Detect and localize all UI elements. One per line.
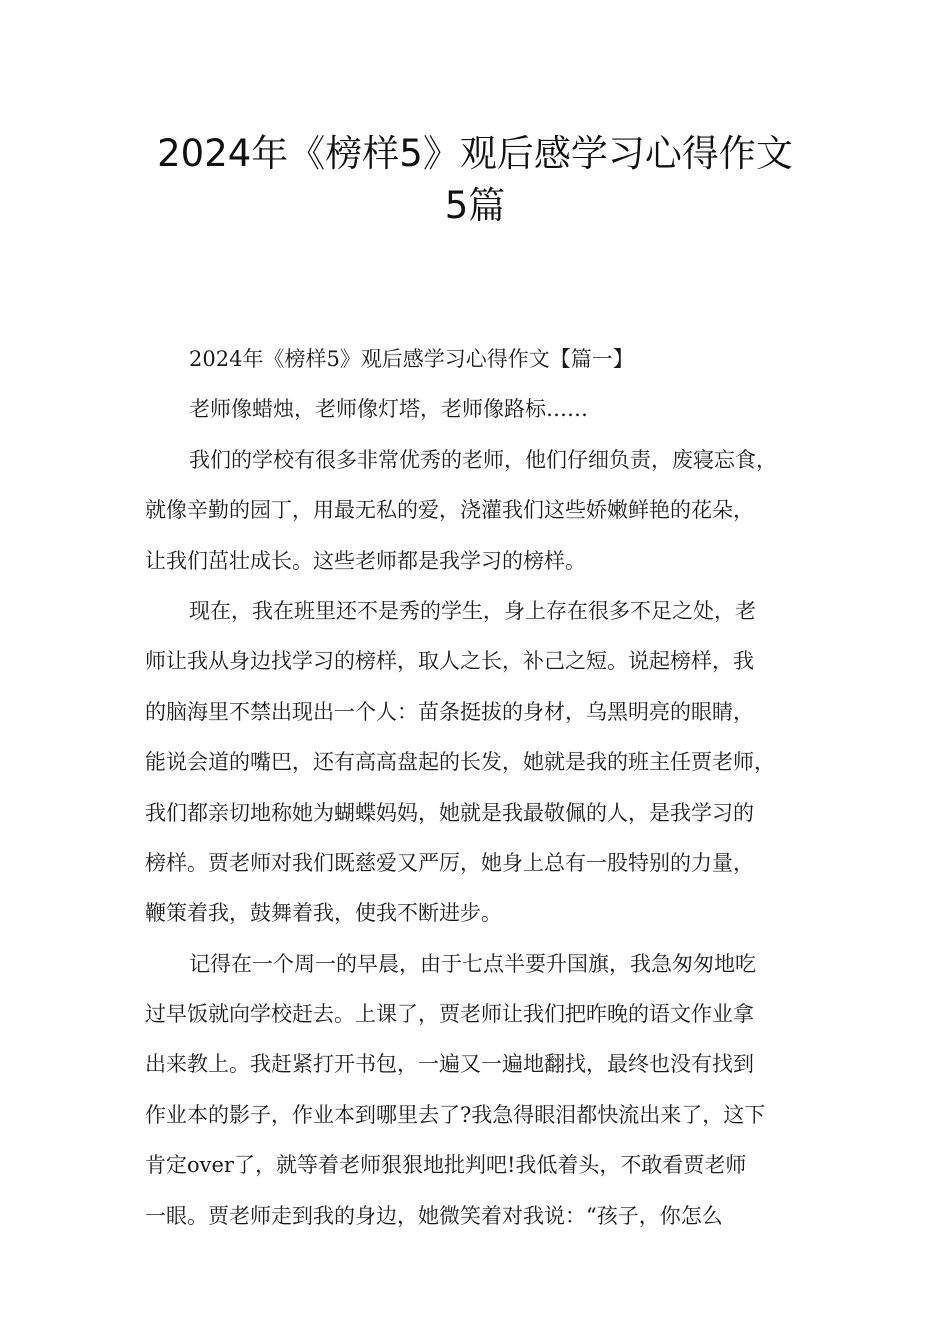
body-text-line: 现在，我在班里还不是秀的学生，身上存在很多不足之处，老 — [189, 598, 756, 623]
title-line-1: 2024年《榜样5》观后感学习心得作文 — [157, 132, 793, 175]
body-text-line: 记得在一个周一的早晨，由于七点半要升国旗，我急匆匆地吃 — [189, 951, 756, 976]
document-title — [0, 128, 950, 232]
body-text-line: 肯定over了，就等着老师狠狠地批判吧!我低着头，不敢看贾老师 — [145, 1153, 747, 1178]
title-line-2: 5篇 — [444, 184, 506, 227]
body-text-line: 能说会道的嘴巴，还有高高盘起的长发，她就是我的班主任贾老师， — [145, 750, 775, 775]
body-text-line: 我们的学校有很多非常优秀的老师，他们仔细负责，废寝忘食， — [189, 447, 777, 472]
body-text-line: 老师像蜡烛，老师像灯塔，老师像路标…… — [189, 397, 588, 422]
document-body — [145, 334, 825, 1241]
body-text-line: 出来教上。我赶紧打开书包，一遍又一遍地翻找，最终也没有找到 — [145, 1052, 754, 1077]
body-text-line: 就像辛勤的园丁，用最无私的爱，浇灌我们这些娇嫩鲜艳的花朵， — [145, 498, 754, 523]
body-text-line: 师让我从身边找学习的榜样，取人之长，补己之短。说起榜样，我 — [145, 649, 754, 674]
body-text-line: 让我们茁壮成长。这些老师都是我学习的榜样。 — [145, 548, 586, 573]
body-text-line: 一眼。贾老师走到我的身边，她微笑着对我说：“孩子，你怎么 — [145, 1203, 723, 1228]
body-text-line: 我们都亲切地称她为蝴蝶妈妈，她就是我最敬佩的人，是我学习的 — [145, 800, 754, 825]
body-text-line: 过早饭就向学校赶去。上课了，贾老师让我们把昨晚的语文作业拿 — [145, 1002, 754, 1027]
body-text-line: 2024年《榜样5》观后感学习心得作文【篇一】 — [189, 347, 634, 371]
body-text-line: 的脑海里不禁出现出一个人：苗条挺拔的身材，乌黑明亮的眼睛， — [145, 699, 754, 724]
body-text-line: 作业本的影子，作业本到哪里去了?我急得眼泪都快流出来了，这下 — [145, 1102, 766, 1127]
body-text-line: 榜样。贾老师对我们既慈爱又严厉，她身上总有一股特别的力量， — [145, 850, 754, 875]
body-text-line: 鞭策着我，鼓舞着我，使我不断进步。 — [145, 901, 502, 926]
